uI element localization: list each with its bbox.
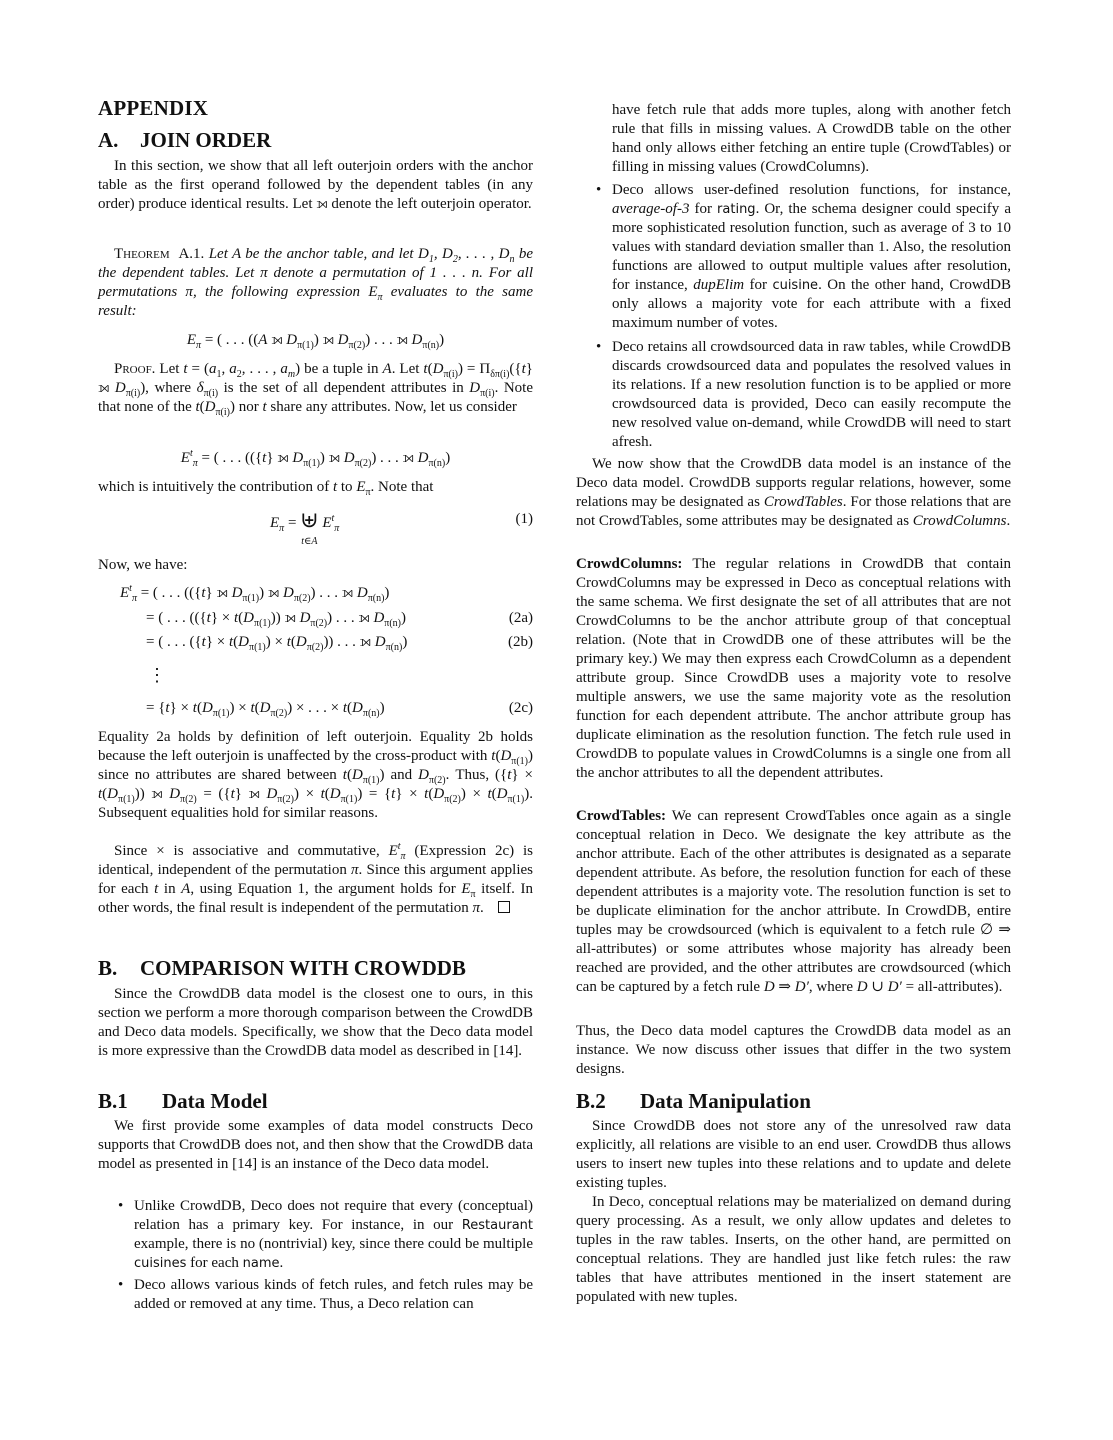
proof-paragraph: Proof. Let $t = (a_1$, $a_2$, . . . , $a_m$) be a tuple in A. Let $t(D_{\pi(i)}) = \Pi_{\delta\pi(i)}(\{t\}$ ⟕ $D_{\pi(i)}$), where $\delta_{\pi(i)}$ is the set of all dependent attributes in $D_{\pi(i)}$. Note that none of the $t(D_{\pi(i)})$ nor t share any attributes. Now, let us consider (98, 361, 534, 418)
crowdcolumns-label: CrowdColumns: (576, 556, 683, 572)
now-we-have: Now, we have: (98, 557, 188, 573)
equation-tag: (2b) (508, 634, 533, 650)
section-b-heading (98, 956, 466, 981)
section-b1-heading (98, 1089, 268, 1114)
section-b-intro: Since the CrowdDB data model is the closest one to ours, in this section we perform a more thorough comparison between the CrowdDB and Deco data models. Specifically, we show that the Deco data model is more expressive than the CrowdDB data model as described in [14]. (98, 986, 533, 1059)
section-b2-heading (576, 1089, 811, 1114)
crowdcolumns-paragraph (576, 555, 1011, 783)
crowdcolumns-body: The regular relations in CrowdDB that contain CrowdColumns may be expressed in Deco as conceptual relations with the same schema. We first designate the set of all attributes that are not CrowdColumns to be the anchor attribute group of that conceptual relation. (Note that in CrowdDB one of these attributes will be the primary key.) We may then express each CrowdColumn as a dependent attribute group. Since CrowdDB uses a majority vote to resolve multiple answers, we use the same majority vote as the resolution function for each dependent attribute. The anchor attribute group has duplicate elimination as the resolution function. The fetch rule used in CrowdDB to populate values in CrowdColumns is a single one from all the anchor attributes to all the dependent attributes. (576, 556, 1011, 781)
proof-label: Proof. (114, 361, 156, 377)
section-title: JOIN ORDER (140, 128, 272, 152)
section-number: B. (98, 956, 118, 980)
theorem-a1: Theorem A.1. Let A be the anchor table, and let $D_1$, $D_2$, . . . , $D_n$ be the dependent tables. Let π denote a permutation of 1 . . . n. For all permutations π, the following expression $E_\pi$ evaluates to the same result: (98, 246, 534, 319)
section-title: COMPARISON WITH CROWDDB (140, 956, 466, 980)
equation-tag: (1) (515, 511, 533, 527)
equation-e-pi: $E_\pi$ = ( . . . ((A ⟕ $D_{\pi(1)}$) ⟕ $D_{\pi(2)}$) . . . ⟕ $D_{\pi(n)}$) (186, 332, 445, 351)
section-b1-intro: We first provide some examples of data model constructs Deco supports that CrowdDB does not, and then show that the CrowdDB data model as presented in [14] is an instance of the Deco data model. (98, 1118, 533, 1172)
equation-e-pi-t: $E^t_\pi$ = ( . . . (({t} ⟕ $D_{\pi(1)}$) ⟕ $D_{\pi(2)}$) . . . ⟕ $D_{\pi(n)}$) (180, 448, 451, 469)
proof-conclusion: Since × is associative and commutative, $E^t_\pi$ (Expression 2c) is identical, independent of the permutation π. Since this argument applies for each t in A, using Equation 1, the argument holds for $E_\pi$ itself. In other words, the final result is independent of the permutation π. (98, 841, 533, 916)
thus-paragraph: Thus, the Deco data model captures the CrowdDB data model as an instance. We now discuss other issues that differ in the two system designs. (576, 1023, 1011, 1077)
section-title: Data Model (162, 1089, 268, 1113)
equation-tag: (2c) (508, 700, 533, 716)
appendix-title: APPENDIX (98, 96, 209, 120)
section-number: B.2 (576, 1089, 606, 1113)
section-title: Data Manipulation (640, 1089, 811, 1113)
bullet-icon: • (596, 339, 602, 355)
bullet-icon: • (118, 1198, 124, 1214)
theorem-number: A.1. (178, 246, 205, 262)
bullet-icon: • (596, 182, 602, 198)
section-a-heading (98, 128, 271, 153)
data-manipulation-para-2: In Deco, conceptual relations may be materialized on demand during query processing. As a result, we only allow updates and deletes to tuples in the raw tables. Inserts, on the other hand, are permitted on conceptual relations. They are handled just like fetch rules: the raw tables that have attributes mentioned in the insert statement are populated with new tuples. (576, 1194, 1011, 1305)
equation-tag: (2a) (508, 610, 533, 626)
crowdtables-label: CrowdTables: (576, 808, 667, 824)
instance-paragraph: We now show that the CrowdDB data model is an instance of the Deco data model. CrowdDB supports regular relations, however, some relations may be designated as CrowdTables. For those relations that are not CrowdTables, some attributes may be designated as CrowdColumns. (576, 456, 1011, 529)
section-a-intro: In this section, we show that all left outerjoin orders with the anchor table as the first operand followed by the dependent tables (in any order) produce identical results. Let ⟕ denote the left outerjoin operator. (98, 158, 533, 212)
contribution-text: which is intuitively the contribution of t to $E_\pi$. Note that (98, 479, 434, 498)
multiset-union-symbol: ⊎ t∈A (300, 507, 319, 547)
bullet-icon: • (118, 1277, 124, 1293)
qed-box-icon (498, 901, 510, 913)
derivation-explanation: Equality 2a holds by definition of left outerjoin. Equality 2b holds because the left outerjoin is unaffected by the cross-product with $t(D_{\pi(1)})$ since no attributes are shared between $t(D_{\pi(1)})$ and $D_{\pi(2)}$. Thus, $(\{t\} \times t(D_{\pi(1)}))$ ⟕ $D_{\pi(2)} = (\{t\}$ ⟕ $D_{\pi(2)}) \times t(D_{\pi(1)}) = \{t\} \times t(D_{\pi(2)}) \times t(D_{\pi(1)})$. Subsequent equalities hold for similar reasons. (98, 729, 533, 821)
data-manipulation-para-1: Since CrowdDB does not store any of the unresolved raw data explicitly, all relations are visible to an end user. CrowdDB thus allows users to insert new tuples into these relations and to update and delete existing tuples. (576, 1118, 1011, 1191)
crowdtables-paragraph: CrowdTables: We can represent CrowdTables once again as a single conceptual relation in Deco. We designate the key attribute as the anchor attribute. Each of the other attributes is designated as a separate dependent attribute. As before, the resolution function for each of these dependent attributes is a majority vote. The resolution function is set to be duplicate elimination for the anchor attribute. In CrowdDB, entire tuples may be crowdsourced (which is equivalent to a fetch rule ∅ ⇒ all-attributes) or some attributes whose majority has already been reached are provided, and the other attributes are crowdsourced (which can be captured by a fetch rule D ⇒ D′, where D ∪ D′ = all-attributes). (576, 808, 1011, 995)
section-number: B.1 (98, 1089, 128, 1113)
section-number: A. (98, 128, 119, 152)
theorem-label: Theorem (114, 246, 170, 262)
